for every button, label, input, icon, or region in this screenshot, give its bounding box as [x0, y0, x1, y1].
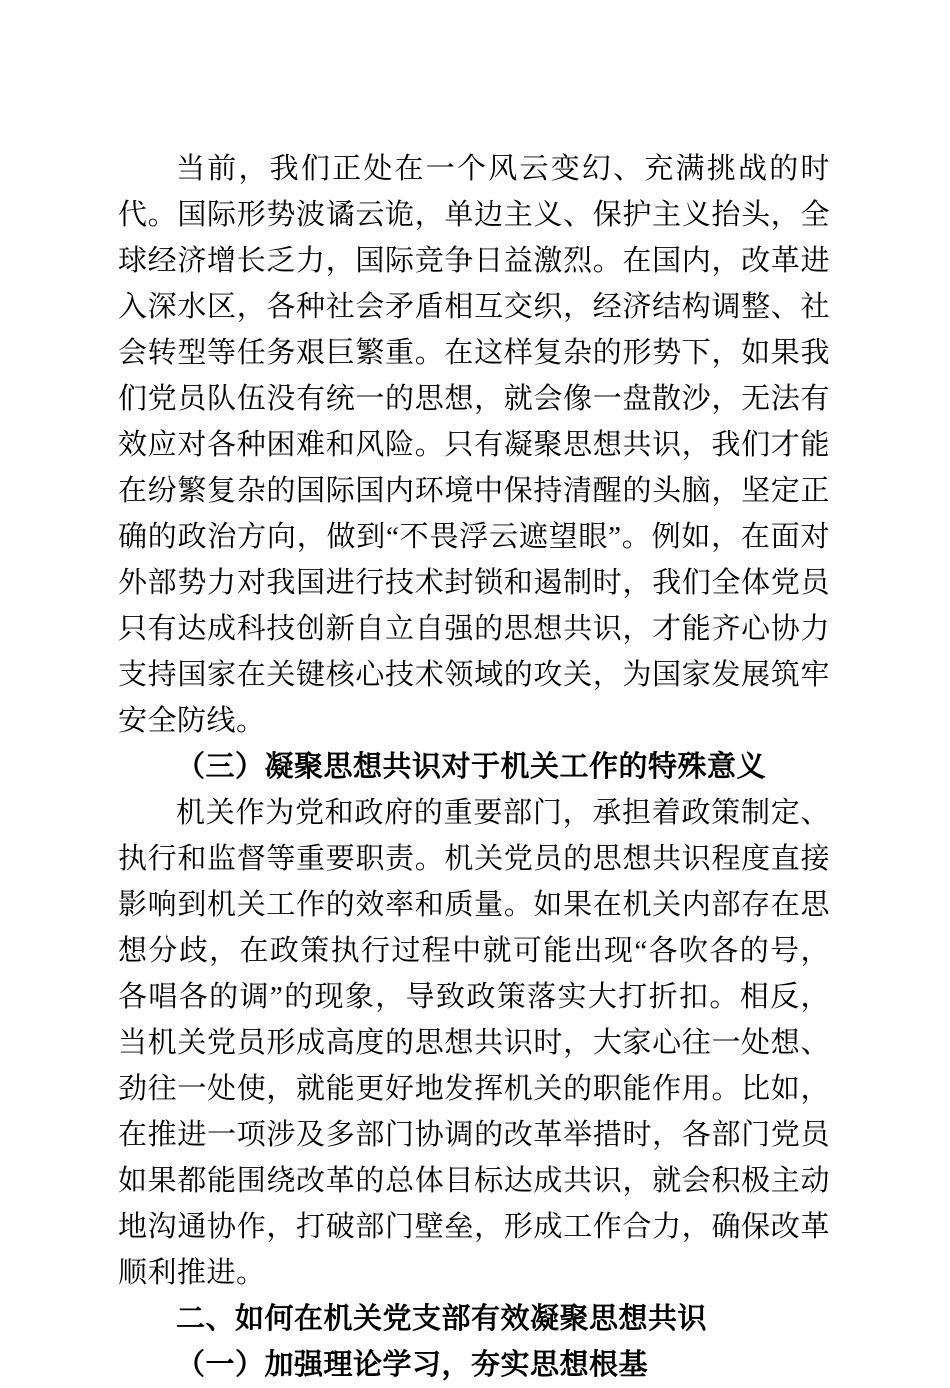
- sub-heading-three: （三）凝聚思想共识对于机关工作的特殊意义: [176, 751, 767, 783]
- sub-heading-one: （一）加强理论学习，夯实思想根基: [176, 1349, 649, 1381]
- body-paragraph: 当前，我们正处在一个风云变幻、充满挑战的时代。国际形势波谲云诡，单边主义、保护主义抬头，全球经济增长乏力，国际竞争日益激烈。在国内，改革进入深水区，各种社会矛盾相互交织，经济结构调整、社会转型等任务艰巨繁重。在这样复杂的形势下，如果我们党员队伍没有统一的思想，就会像一盘散沙，无法有效应对各种困难和风险。只有凝聚思想共识，我们才能在纷繁复杂的国际国内环境中保持清醒的头脑，坚定正确的政治方向，做到“不畏浮云遮望眼”。例如，在面对外部势力对我国进行技术封锁和遏制时，我们全体党员只有达成科技创新自立自强的思想共识，才能齐心协力支持国家在关键核心技术领域的攻关，为国家发展筑牢安全防线。: [118, 153, 830, 737]
- section-heading-two: 二、如何在机关党支部有效凝聚思想共识: [176, 1303, 708, 1335]
- document-content: [118, 146, 830, 1388]
- body-paragraph: 机关作为党和政府的重要部门，承担着政策制定、执行和监督等重要职责。机关党员的思想共识程度直接影响到机关工作的效率和质量。如果在机关内部存在思想分歧，在政策执行过程中就可能出现“各吹各的号，各唱各的调”的现象，导致政策落实大打折扣。相反，当机关党员形成高度的思想共识时，大家心往一处想、劲往一处使，就能更好地发挥机关的职能作用。比如，在推进一项涉及多部门协调的改革举措时，各部门党员如果都能围绕改革的总体目标达成共识，就会积极主动地沟通协作，打破部门壁垒，形成工作合力，确保改革顺利推进。: [118, 797, 830, 1289]
